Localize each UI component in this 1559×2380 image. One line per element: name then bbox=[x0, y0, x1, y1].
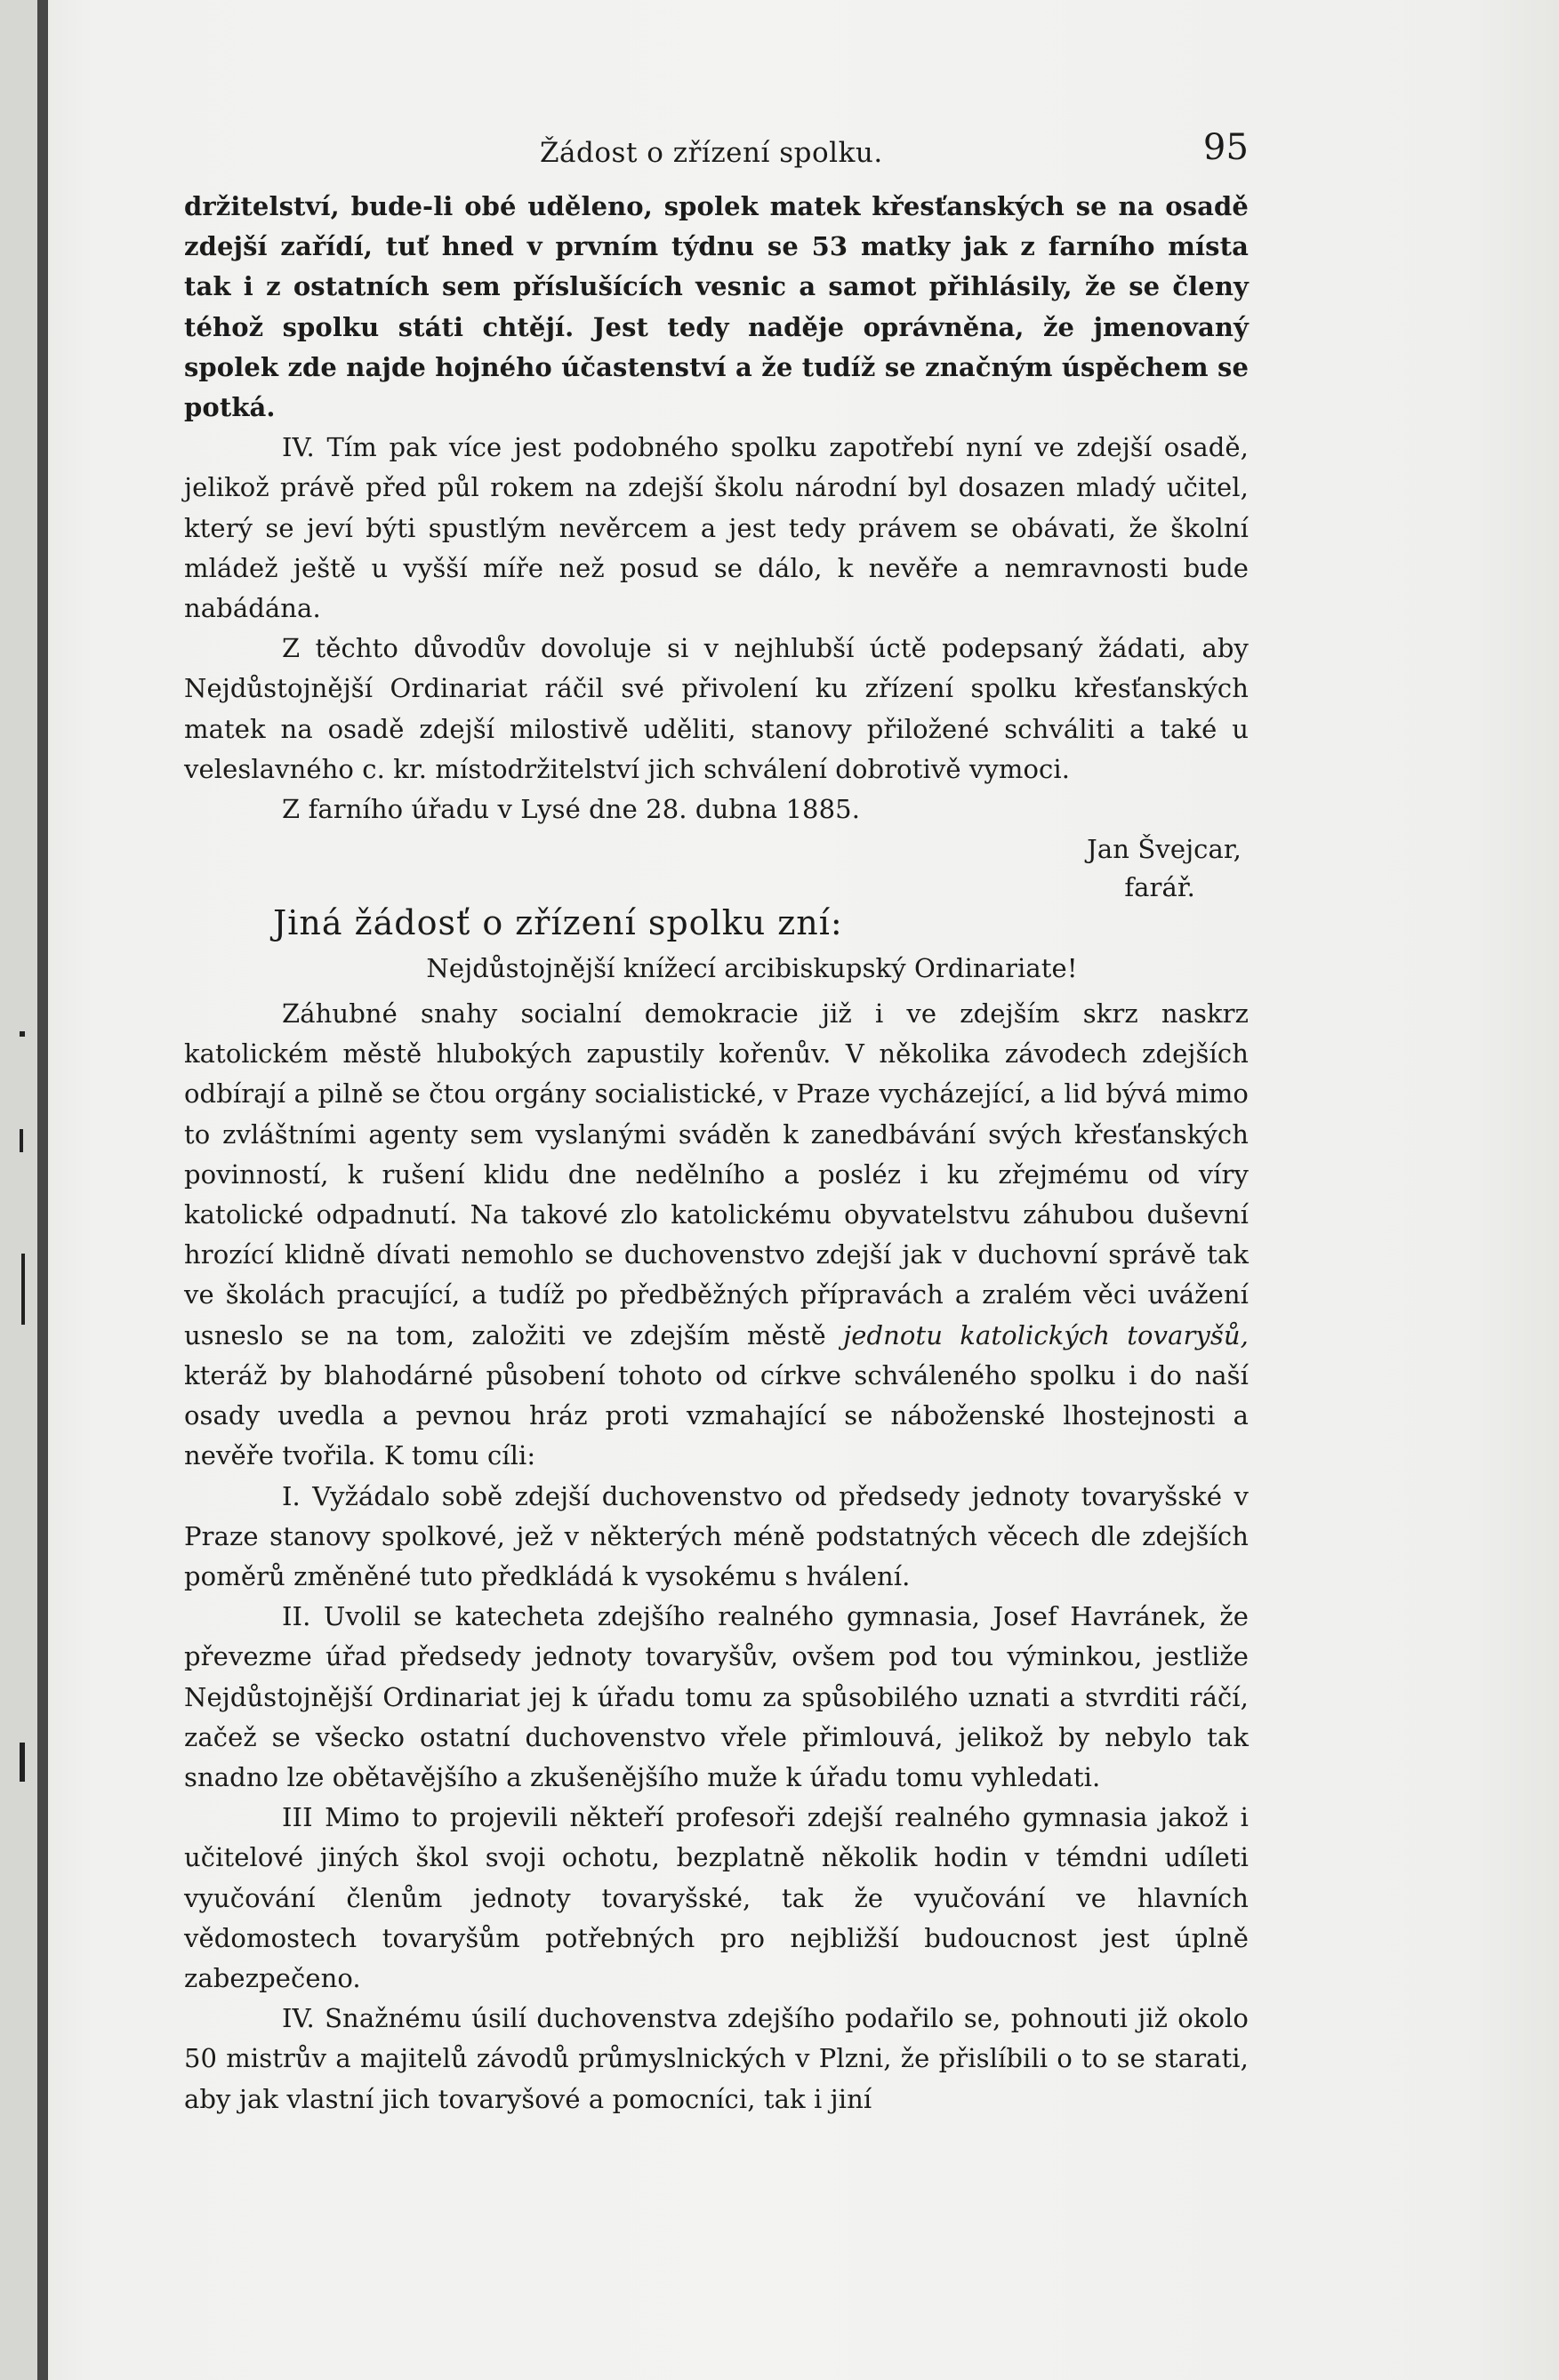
paragraph: IV. Snažnému úsilí duchovenstva zdejšího podařilo se, pohnouti již okolo 50 mistrův a majitelů závodů průmyslnických v Plzni, že přislíbili o to se starati, aby jak vlastní jich tovaryšové a pomocníci, tak i jiní bbox=[184, 2003, 1249, 2114]
paragraph: Z těchto důvodův dovoluje si v nejhlubší úctě podepsaný žádati, aby Nejdůstojnější Ordinariat ráčil své přivolení ku zřízení spolku křesťanských matek na osadě zdejší milostivě uděliti, stanovy přiložené schváliti a také u veleslavného c. kr. místodržitelství jich schválení dobrotivě vymoci. bbox=[184, 633, 1249, 784]
binding-shadow bbox=[37, 0, 48, 2380]
running-head bbox=[184, 127, 1249, 187]
page-number: 95 bbox=[1202, 127, 1249, 168]
margin-speck bbox=[20, 1031, 25, 1037]
salutation: Nejdůstojnější knížecí arcibiskupský Ordinariate! bbox=[426, 952, 1078, 983]
margin-speck bbox=[20, 1743, 25, 1782]
paragraph-text: kteráž by blahodárné působení tohoto od církve schváleného spolku i do naší osady uvedla a pevnou hráz proti vzmahající se náboženské lhostejnosti a nevěře tvořila. K tomu cíli: bbox=[184, 1359, 1249, 1471]
paragraph: I. Vyžádalo sobě zdejší duchovenstvo od předsedy jednoty tovaryšské v Praze stanovy spolkové, jež v některých méně podstatných věcech dle zdejších poměrů změněné tuto předkládá k vysokému s hválení. bbox=[184, 1480, 1249, 1591]
paragraph: držitelství, bude-li obé uděleno, spolek matek křesťanských se na osadě zdejší zařídí, tuť hned v prvním týdnu se 53 matky jak z farního místa tak i z ostatních sem příslušících vesnic a samot přihlásily, že se členy téhož spolku státi chtějí. Jest tedy naděje oprávněna, že jmenovaný spolek zde najde hojného účastenství a že tudíž se značným úspěchem se potká. bbox=[184, 191, 1249, 423]
emphasis: jednotu katolických tovaryšů, bbox=[843, 1319, 1249, 1350]
page-edge bbox=[0, 0, 37, 2380]
margin-speck bbox=[20, 1129, 23, 1152]
margin-speck bbox=[21, 1254, 25, 1325]
text-block bbox=[184, 127, 1249, 2120]
paragraph-text: Záhubné snahy socialní demokracie již i ve zdejším skrz naskrz katolickém městě hlubokých zapustily kořenův. V několika závodech zdejších odbírají a pilně se čtou orgány socialistické, v Praze vycházející, a lid bývá mimo to zvláštními agenty sem vyslanými sváděn k zanedbávání svých křesťanských povinností, k rušení klidu dne nedělního a posléz i ku zřejmému od víry katolické odpadnutí. Na takové zlo katolickému obyvatelstvu záhubou duševní hrozící klidně dívati nemohlo se duchovenstvo zdejší jak v duchovní správě tak ve školách pracující, a tudíž po předběžných přípravách a zralém věci uvážení usneslo se na tom, založiti ve zdejším městě bbox=[184, 998, 1249, 1350]
signature-title: farář. bbox=[1124, 872, 1195, 903]
paragraph: IV. Tím pak více jest podobného spolku zapotřebí nyní ve zdejší osadě, jelikož právě před půl rokem na zdejší školu národní byl dosazen mladý učitel, který se jeví býti spustlým nevěrcem a jest tedy právem se obávati, že školní mládež ještě u vyšší míře než posud se dálo, k nevěře a nemravnosti bude nabádána. bbox=[184, 432, 1249, 624]
paragraph bbox=[184, 994, 1249, 1476]
paragraph: II. Uvolil se katecheta zdejšího realného gymnasia, Josef Havránek, že převezme úřad předsedy jednoty tovaryšův, ovšem pod tou výminkou, jestliže Nejdůstojnější Ordinariat jej k úřadu tomu za spůsobilého uznati a stvrditi ráčí, začež se všecko ostatní duchovenstvo vřele přimlouvá, jelikož by nebylo tak snadno lze obětavějšího a zkušenějšího muže k úřadu tomu vyhledati. bbox=[184, 1601, 1249, 1792]
paragraph: Z farního úřadu v Lysé dne 28. dubna 1885. bbox=[282, 794, 861, 825]
running-title: Žádost o zřízení spolku. bbox=[540, 137, 883, 169]
section-heading: Jiná žádosť o zřízení spolku zní: bbox=[273, 902, 843, 942]
signature-name: Jan Švejcar, bbox=[1087, 834, 1242, 865]
paragraph: III Mimo to projevili někteří profesoři zdejší realného gymnasia jakož i učitelové jiných škol svoji ochotu, bezplatně několik hodin v témdni udíleti vyučování členům jednoty tovaryšské, tak že vyučování ve hlavních vědomostech tovaryšům potřebných pro nejbližší budoucnost jest úplně zabezpečeno. bbox=[184, 1802, 1249, 1993]
